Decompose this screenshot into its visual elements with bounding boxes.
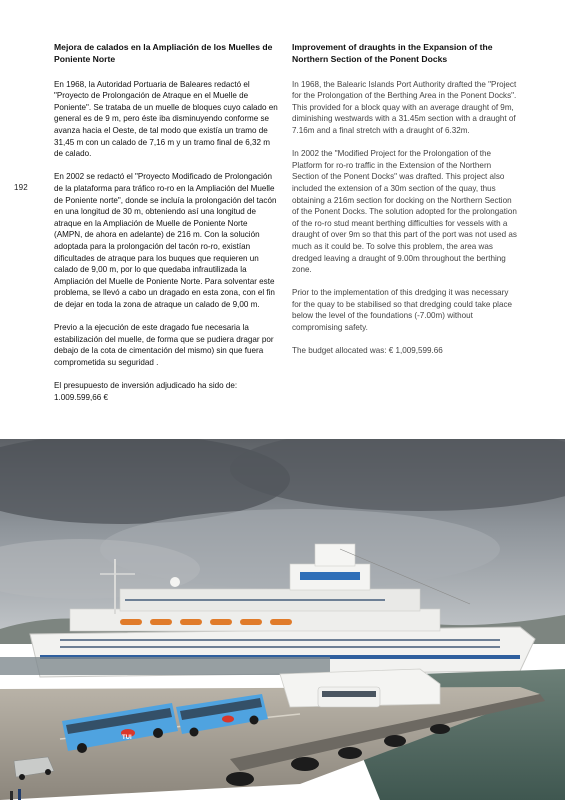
person	[18, 789, 21, 800]
spanish-paragraph-1: En 1968, la Autoridad Portuaria de Baleares redactó el "Proyecto de Prolongación de Atraque en el Muelle de Poniente". Se trataba de un muelle de bloques cuyo calado en general es de 9 m, pero éste iba disminuyendo conforme se avanza hacia el Oeste, de tal modo que existía un tramo de 31,45 m con un calado de 7,16 m y un tramo final de 6,32 m de calado.	[54, 79, 278, 159]
spanish-paragraph-4: El presupuesto de inversión adjudicado ha sido de: 1.009.599,66 €	[54, 381, 238, 402]
spanish-paragraph-2: En 2002 se redactó el "Proyecto Modificado de Prolongación de la plataforma para tráfico ro-ro en la Ampliación del Muelle de Poniente norte", donde se incluía la prolongación del tacón en una longitud de 30 m, obteniendo así una longitud de atraque en la Ampliación de Muelle de Poniente Norte (AMPN, de ahora en adelante) de 216 m. Con la solución adoptada para la prolongación del tacón ro-ro, existían dificultades de atraque para los buques que requieren un calado de 9,00 m, por lo que quedaba infrautilizada la Ampliación del Muelle de Poniente Norte. Para solventar este problema, se llevó a cabo un dragado en esta zona, con el fin de dejar en toda la zona de atraque un calado de 9,00 m.	[54, 172, 277, 309]
page-number: 192	[14, 183, 28, 192]
english-heading: Improvement of draughts in the Expansion of the Northern Section of the Ponent Docks	[292, 42, 493, 65]
cruise-ship-photo	[0, 439, 565, 800]
spanish-heading: Mejora de calados en la Ampliación de los Muelles de Poniente Norte	[54, 42, 273, 65]
bus-logo-text: TUI	[122, 735, 132, 741]
ship-top	[315, 544, 355, 566]
person	[10, 791, 13, 800]
english-column	[292, 41, 518, 368]
harbour-scene	[0, 439, 565, 800]
english-paragraph-2: In 2002 the "Modified Project for the Prolongation of the Platform for ro-ro traffic in the Extension of the Northern Section of the Ponent Docks" was drafted. This project also included the extension of a 30m section of the quay, thus obtaining a 216m section for docking on the Northern Section of the Ponent Docks. The solution adopted for the prolongation of the ro-ro stud meant berthing difficulties for vessels with a draught of over 9m so that this part of the port was not used as much as it could be. To solve this problem, the area was dredged leaving a draught of 9.00m throughout the berthing zone.	[292, 149, 517, 275]
english-paragraph-4: The budget allocated was: € 1,009,599.66	[292, 346, 443, 356]
ship-funnel-band	[300, 572, 360, 580]
spanish-paragraph-3: Previo a la ejecución de este dragado fue necesaria la estabilización del muelle, de forma que se pudiera dragar por debajo de la cota de cimentación del mismo) sin que fuera comprometida su seguridad .	[54, 323, 274, 367]
english-paragraph-3: Prior to the implementation of this dredging it was necessary for the quay to be stabilised so that dredging could take place below the level of the foundations (-7.00m) without compromising safety.	[292, 288, 513, 333]
bus-logo	[222, 716, 234, 723]
english-paragraph-1: In 1968, the Balearic Islands Port Authority drafted the "Project for the Prolongation of the Berthing Area in the Ponent Docks". This provided for a block quay with an average draught of 9m, diminishing westwards with a 31.45m section with a draught of 7.16m and a final stretch with a draught of 6.32m.	[292, 79, 517, 135]
pier-railing	[0, 657, 330, 675]
radar-dome	[170, 577, 180, 587]
spanish-column	[54, 41, 278, 415]
